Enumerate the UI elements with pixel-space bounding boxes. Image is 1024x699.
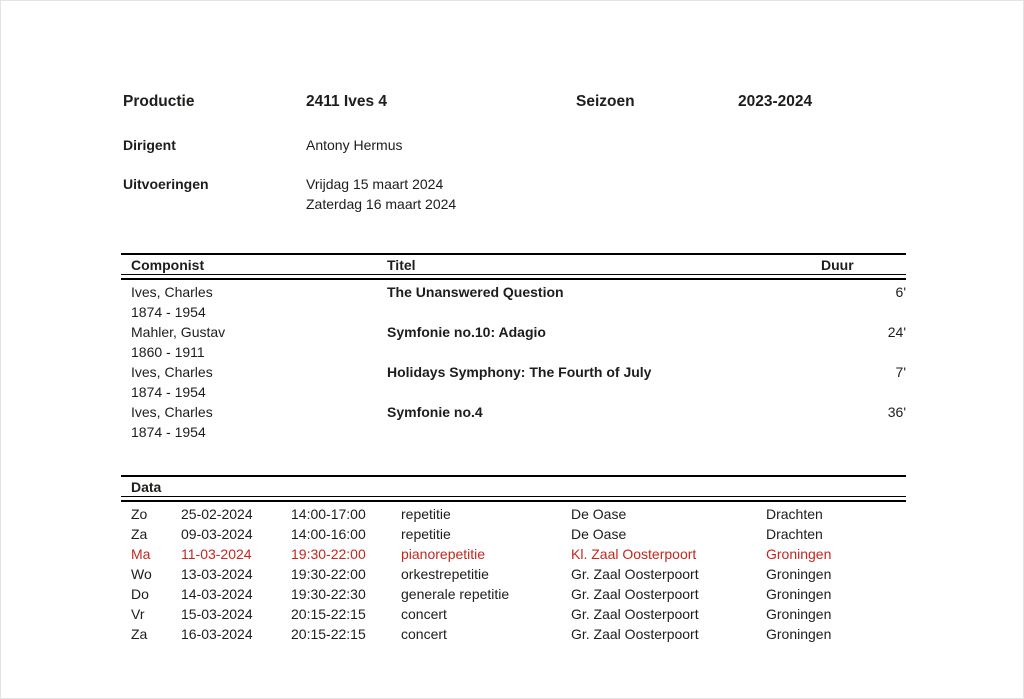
schedule-time: 14:00-16:00 [291, 526, 366, 542]
program-table-body [121, 278, 906, 442]
schedule-venue: Gr. Zaal Oosterpoort [571, 606, 699, 622]
program-row [121, 282, 906, 322]
schedule-city: Groningen [766, 626, 832, 642]
work-title: The Unanswered Question [387, 284, 564, 300]
composer-cell [131, 322, 387, 362]
schedule-date: 25-02-2024 [181, 506, 253, 522]
schedule-activity: repetitie [401, 506, 451, 522]
composer-years: 1860 - 1911 [131, 344, 205, 360]
schedule-city: Groningen [766, 546, 832, 562]
work-title: Holidays Symphony: The Fourth of July [387, 364, 652, 380]
work-title: Symfonie no.4 [387, 404, 483, 420]
work-duration: 24' [887, 324, 906, 340]
schedule-date: 14-03-2024 [181, 586, 253, 602]
schedule-day: Za [131, 626, 148, 642]
composer-name: Mahler, Gustav [131, 324, 226, 340]
schedule-table [121, 475, 906, 644]
composer-cell [131, 362, 387, 402]
productie-value: 2411 Ives 4 [306, 93, 388, 110]
schedule-date: 09-03-2024 [181, 526, 253, 542]
work-duration: 36' [887, 404, 906, 420]
performance-date: Zaterdag 16 maart 2024 [306, 196, 457, 212]
program-row [121, 322, 906, 362]
schedule-row [121, 504, 906, 524]
schedule-day: Za [131, 526, 148, 542]
column-header-componist: Componist [131, 257, 205, 273]
composer-name: Ives, Charles [131, 404, 213, 420]
schedule-time: 20:15-22:15 [291, 606, 366, 622]
schedule-date: 15-03-2024 [181, 606, 253, 622]
schedule-city: Drachten [766, 506, 823, 522]
seizoen-value: 2023-2024 [738, 93, 813, 110]
uitvoeringen-label: Uitvoeringen [123, 176, 209, 192]
schedule-row [121, 544, 906, 564]
composer-cell [131, 402, 387, 442]
schedule-city: Groningen [766, 566, 832, 582]
dirigent-value: Antony Hermus [306, 137, 403, 153]
schedule-date: 11-03-2024 [181, 546, 252, 562]
schedule-day: Wo [131, 566, 152, 582]
schedule-row [121, 624, 906, 644]
schedule-activity: generale repetitie [401, 586, 510, 602]
program-row [121, 362, 906, 402]
composer-name: Ives, Charles [131, 284, 213, 300]
composer-years: 1874 - 1954 [131, 384, 206, 400]
composer-name: Ives, Charles [131, 364, 213, 380]
schedule-date: 13-03-2024 [181, 566, 253, 582]
schedule-day: Vr [131, 606, 145, 622]
work-duration: 7' [895, 364, 906, 380]
program-table-header [121, 253, 906, 275]
composer-years: 1874 - 1954 [131, 304, 206, 320]
schedule-row [121, 524, 906, 544]
schedule-time: 19:30-22:00 [291, 546, 366, 562]
program-table [121, 253, 906, 442]
schedule-day: Ma [131, 546, 151, 562]
schedule-venue: Gr. Zaal Oosterpoort [571, 626, 699, 642]
schedule-venue: Kl. Zaal Oosterpoort [571, 546, 697, 562]
seizoen-label: Seizoen [576, 93, 635, 110]
schedule-day: Do [131, 586, 149, 602]
schedule-venue: De Oase [571, 506, 627, 522]
composer-cell [131, 282, 387, 322]
schedule-venue: Gr. Zaal Oosterpoort [571, 566, 699, 582]
uitvoeringen-values [306, 174, 456, 214]
schedule-activity: concert [401, 606, 447, 622]
schedule-activity: orkestrepetitie [401, 566, 489, 582]
schedule-day: Zo [131, 506, 148, 522]
composer-years: 1874 - 1954 [131, 424, 206, 440]
schedule-city: Drachten [766, 526, 823, 542]
schedule-time: 14:00-17:00 [291, 506, 366, 522]
schedule-activity: repetitie [401, 526, 451, 542]
schedule-row [121, 604, 906, 624]
schedule-city: Groningen [766, 586, 832, 602]
dirigent-label: Dirigent [123, 137, 176, 153]
schedule-time: 19:30-22:30 [291, 586, 366, 602]
schedule-row [121, 584, 906, 604]
schedule-activity: concert [401, 626, 447, 642]
program-row [121, 402, 906, 442]
data-table-title: Data [131, 479, 162, 495]
schedule-city: Groningen [766, 606, 832, 622]
work-title: Symfonie no.10: Adagio [387, 324, 546, 340]
column-header-duur: Duur [821, 257, 854, 273]
work-duration: 6' [895, 284, 906, 300]
column-header-titel: Titel [387, 257, 416, 273]
schedule-table-header [121, 475, 906, 497]
schedule-time: 19:30-22:00 [291, 566, 366, 582]
schedule-row [121, 564, 906, 584]
schedule-time: 20:15-22:15 [291, 626, 366, 642]
schedule-venue: De Oase [571, 526, 627, 542]
schedule-venue: Gr. Zaal Oosterpoort [571, 586, 699, 602]
productie-label: Productie [123, 93, 195, 110]
schedule-date: 16-03-2024 [181, 626, 253, 642]
performance-date: Vrijdag 15 maart 2024 [306, 176, 444, 192]
schedule-activity: pianorepetitie [401, 546, 486, 562]
schedule-table-body [121, 500, 906, 644]
